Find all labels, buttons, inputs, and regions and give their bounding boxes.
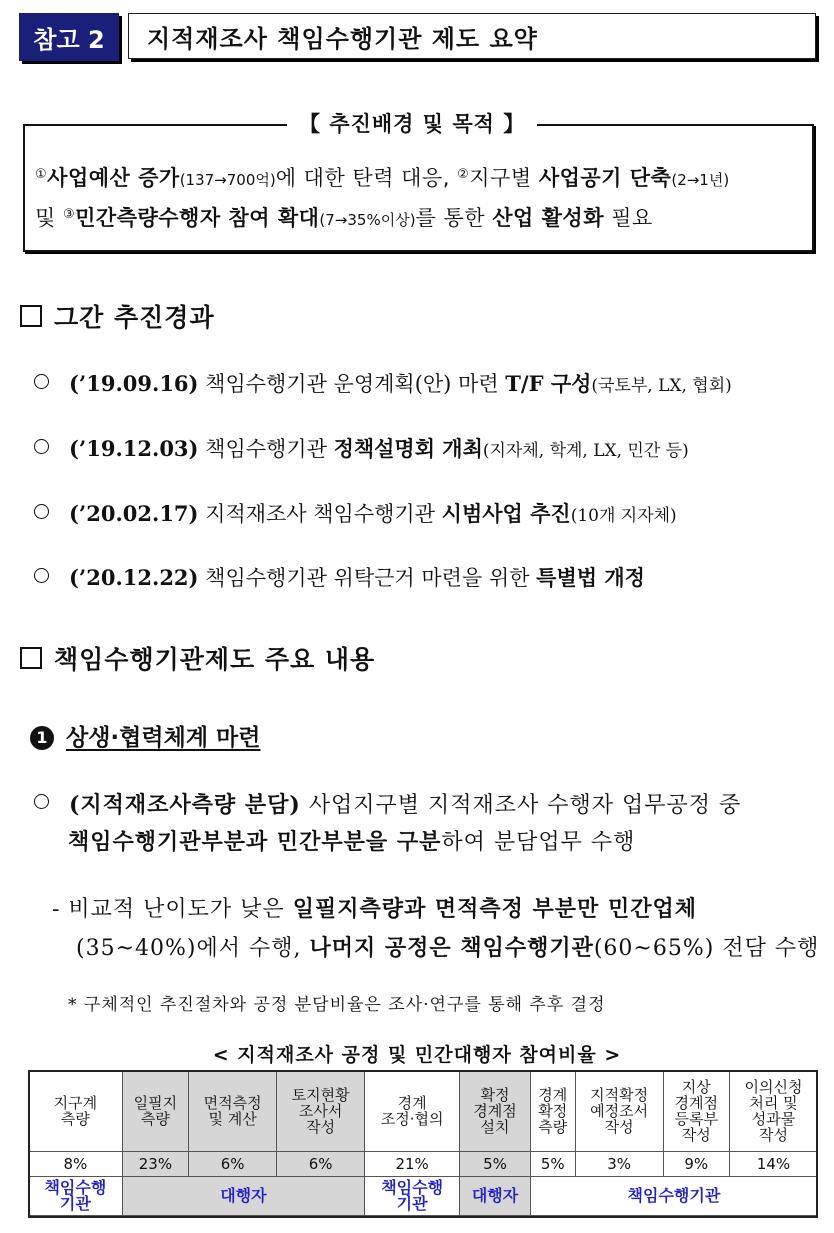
square-bullet-icon <box>20 305 42 327</box>
text-run: (’20.02.17) <box>69 501 199 526</box>
text-run: 사업예산 증가 <box>47 166 180 190</box>
table-percent-cell: 9% <box>663 1152 729 1177</box>
table-percent-cell: 21% <box>365 1152 460 1177</box>
circle-bullet-icon <box>34 568 49 583</box>
text-run: 에서 수행, <box>196 936 310 961</box>
table-caption: < 지적재조사 공정 및 민간대행자 참여비율 > <box>212 1044 622 1066</box>
table-percent-cell: 5% <box>460 1152 531 1177</box>
text-run: 산업 활성화 <box>492 206 605 230</box>
agent-cell: 책임수행기관 <box>530 1177 817 1216</box>
table-percent-cell: 8% <box>29 1152 123 1177</box>
text-run: (137→700억) <box>179 171 276 189</box>
text-run: ① <box>35 167 48 182</box>
progress-item-1 <box>34 368 732 398</box>
table-header-cell: 지상 경계점 등록부 작성 <box>663 1071 729 1152</box>
text-run: ③ <box>62 207 76 222</box>
text-run: 나머지 공정은 책임수행기관 <box>309 935 594 961</box>
text-run: 전담 수행 <box>714 936 820 961</box>
table-percent-cell: 14% <box>729 1152 817 1177</box>
table-header-cell: 면적측정 및 계산 <box>189 1071 277 1152</box>
text-run: 민간측량수행자 참여 확대 <box>75 206 320 230</box>
section-progress-heading: 그간 추진경과 <box>20 298 215 334</box>
reference-badge: 참고 2 <box>19 13 119 61</box>
text-run: 일필지측량과 면적측정 부분만 민간업체 <box>292 896 697 922</box>
section-main-content-heading: 책임수행기관제도 주요 내용 <box>20 640 375 676</box>
table-header-cell: 지구계 측량 <box>29 1071 123 1152</box>
table-percent-cell: 6% <box>189 1152 277 1177</box>
text-run: (7→35%이상) <box>319 211 416 229</box>
table-agent-row <box>29 1177 818 1216</box>
text-run: 및 <box>35 206 63 230</box>
text-run: 필요 <box>604 206 653 230</box>
agent-cell: 책임수행 기관 <box>29 1177 123 1216</box>
text-run: 특별법 개정 <box>536 565 645 590</box>
purpose-legend: 【 추진배경 및 목적 】 <box>287 108 537 138</box>
text-run: (10개 지자체) <box>570 506 677 526</box>
text-run: T/F 구성 <box>505 371 592 396</box>
circle-bullet-icon <box>34 374 49 389</box>
table-header-row <box>29 1071 818 1152</box>
text-run: (35~40%) <box>76 936 197 961</box>
text-run: 책임수행기관 운영계획(안) 마련 <box>198 372 506 396</box>
progress-item-2 <box>34 433 689 463</box>
text-run: (2→1년) <box>671 171 730 189</box>
purpose-line-2 <box>35 202 802 232</box>
paragraph-2-line-1 <box>52 892 697 923</box>
text-run: 책임수행기관 위탁근거 마련을 위한 <box>198 566 537 590</box>
paragraph-1-line-2 <box>68 825 635 856</box>
purpose-line-1 <box>35 162 802 192</box>
text-run: 정책설명회 개최 <box>333 436 483 461</box>
purpose-box <box>23 112 814 252</box>
table-percent-row <box>29 1152 818 1177</box>
text-run: 하여 분담업무 수행 <box>441 830 636 855</box>
table-header-cell: 이의신청 처리 및 성과물 작성 <box>729 1071 817 1152</box>
progress-item-4 <box>34 562 645 592</box>
text-run: (’20.12.22) <box>69 565 199 590</box>
text-run: - 비교적 난이도가 낮은 <box>52 897 293 922</box>
table-header-cell: 경계 조정·협의 <box>365 1071 460 1152</box>
text-run: (지자체, 학계, LX, 민간 등) <box>482 441 689 461</box>
text-run: 지구별 <box>469 166 539 190</box>
text-run: 를 통한 <box>415 206 493 230</box>
text-run: 지적재조사 책임수행기관 <box>198 502 442 526</box>
text-run: 책임수행기관 <box>198 437 334 461</box>
process-ratio-table <box>28 1070 818 1216</box>
text-run: (국토부, LX, 협회) <box>591 376 732 396</box>
table-header-cell: 확정 경계점 설치 <box>460 1071 531 1152</box>
text-run: 책임수행기관부분과 민간부분을 구분 <box>68 829 442 855</box>
table-header-cell: 토지현황 조사서 작성 <box>277 1071 365 1152</box>
table-percent-cell: 3% <box>575 1152 663 1177</box>
agent-cell: 책임수행 기관 <box>365 1177 460 1216</box>
numbered-bullet-icon: 1 <box>30 726 54 750</box>
text-run: 에 대한 탄력 대응, <box>275 166 458 190</box>
paragraph-2-line-2 <box>76 931 819 962</box>
table-header-cell: 일필지 측량 <box>122 1071 188 1152</box>
text-run: 시범사업 추진 <box>441 501 571 526</box>
table-percent-cell: 5% <box>530 1152 575 1177</box>
paragraph-1-line-1 <box>34 788 741 819</box>
text-run: 사업공기 단축 <box>538 166 672 190</box>
agent-cell: 대행자 <box>460 1177 531 1216</box>
progress-item-3 <box>34 498 677 528</box>
subsection-heading: 1 상생·협력체계 마련 <box>30 719 261 752</box>
table-percent-cell: 23% <box>122 1152 188 1177</box>
text-run: (’19.12.03) <box>69 436 199 461</box>
text-run: 사업지구별 지적재조사 수행자 업무공정 중 <box>300 793 742 818</box>
table-header-cell: 경계 확정 측량 <box>530 1071 575 1152</box>
text-run: (60~65%) <box>593 936 715 961</box>
footnote: * 구체적인 추진절차와 공정 분담비율은 조사·연구를 통해 추후 결정 <box>68 995 606 1015</box>
page-title: 지적재조사 책임수행기관 제도 요약 <box>128 13 816 59</box>
text-run: (’19.09.16) <box>69 371 199 396</box>
text-run: (지적재조사측량 분담) <box>69 792 301 818</box>
circle-bullet-icon <box>34 794 49 809</box>
table-percent-cell: 6% <box>277 1152 365 1177</box>
text-run: ② <box>457 167 470 182</box>
circle-bullet-icon <box>34 439 49 454</box>
square-bullet-icon <box>20 647 42 669</box>
circle-bullet-icon <box>34 504 49 519</box>
table-header-cell: 지적확정 예정조서 작성 <box>575 1071 663 1152</box>
agent-cell: 대행자 <box>122 1177 364 1216</box>
